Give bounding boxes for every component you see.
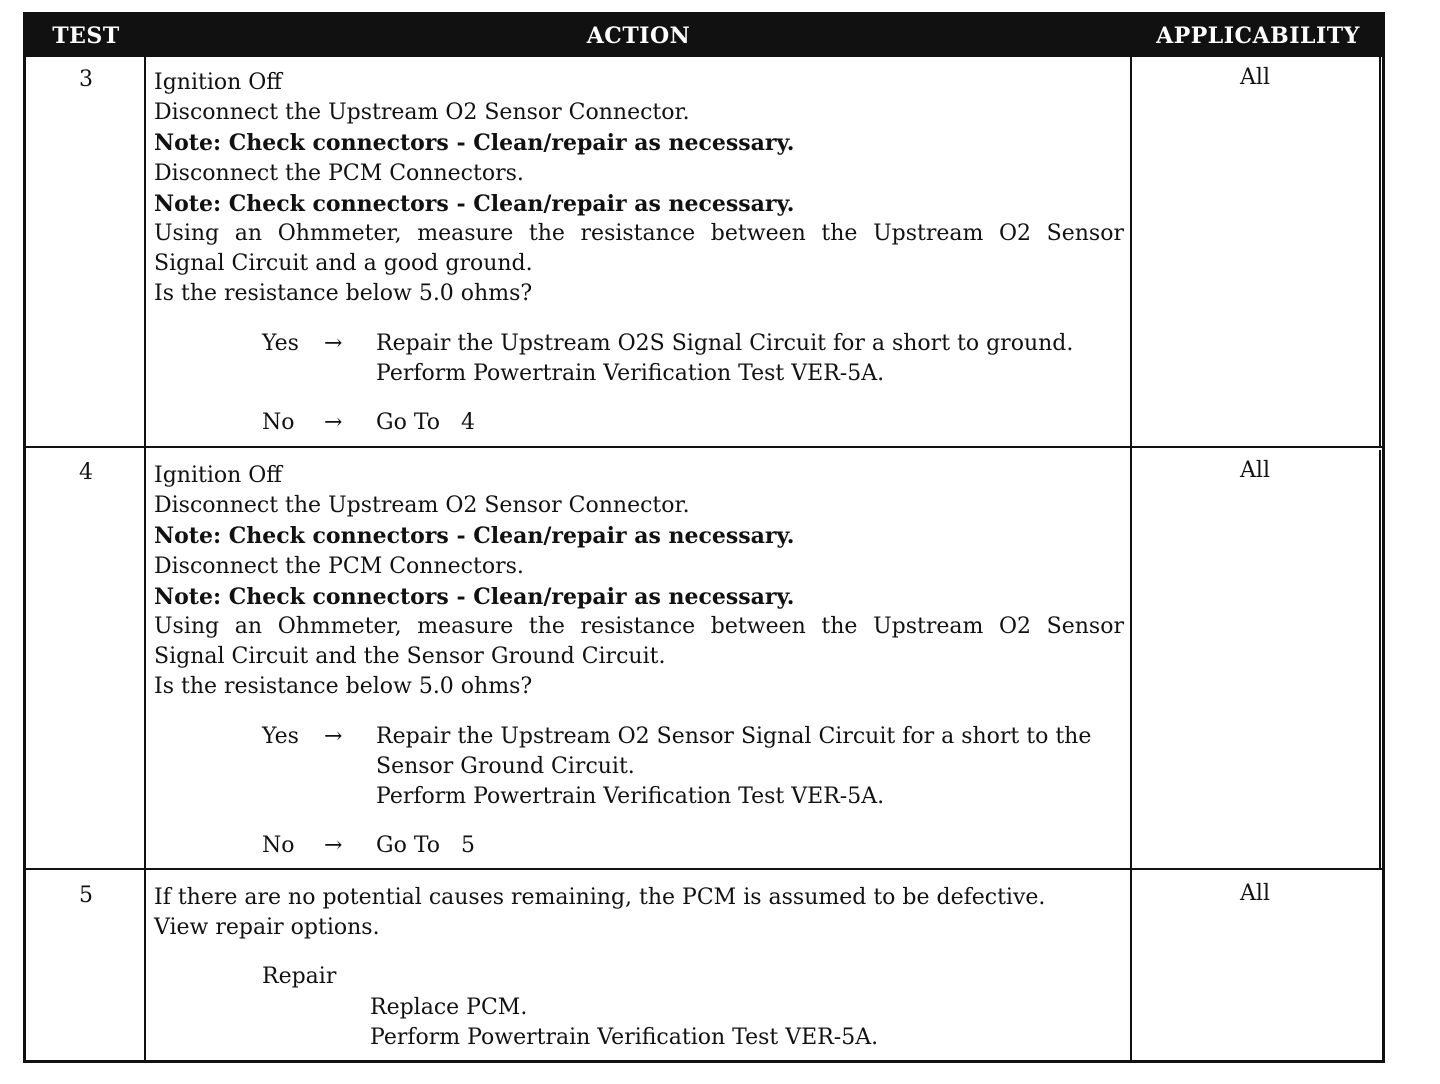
repair-label: Repair [262,964,337,990]
applicability-value: All [1240,881,1270,906]
yes-answer [154,329,1124,359]
step-line: Disconnect the PCM Connectors. [154,553,524,579]
test-number: 5 [79,883,93,908]
header-action: ACTION [586,23,691,49]
step-line: Disconnect the Upstream O2 Sensor Connector. [154,100,690,126]
step-line: Signal Circuit and a good ground. [154,251,533,277]
note-line: Note: Check connectors - Clean/repair as necessary. [154,190,795,217]
yes-label: Yes [262,723,299,749]
test-5-action [154,883,1124,1053]
arrow-icon: → [324,723,343,749]
column-divider [144,57,146,1063]
goto-text: Go To 4 [376,409,475,435]
applicability-value: All [1240,458,1270,483]
repair-line: Perform Powertrain Verification Test VER-5A. [370,1024,879,1050]
step-line: Ignition Off [154,70,282,95]
column-divider [1379,57,1381,448]
column-divider [1130,57,1132,1063]
no-label: No [262,409,295,435]
table-header [26,15,1382,57]
yes-label: Yes [262,330,299,356]
test-number: 4 [79,460,93,485]
no-answer [154,408,1124,438]
goto-text: Go To 5 [376,833,475,859]
header-test: TEST [52,23,120,49]
step-line: Using an Ohmmeter, measure the resistance between the Upstream O2 Sensor [154,220,1124,246]
yes-answer [154,722,1124,752]
no-answer [154,831,1124,861]
test-number: 3 [79,67,93,92]
step-line: Ignition Off [154,463,282,488]
arrow-icon: → [324,409,343,435]
arrow-icon: → [324,833,343,859]
step-line: Disconnect the PCM Connectors. [154,160,524,186]
note-line: Note: Check connectors - Clean/repair as necessary. [154,130,795,157]
step-line: Using an Ohmmeter, measure the resistance between the Upstream O2 Sensor [154,613,1124,639]
yes-text: Sensor Ground Circuit. [376,753,635,779]
yes-text: Perform Powertrain Verification Test VER-5A. [376,783,885,809]
arrow-icon: → [324,330,343,356]
test-4-action [154,461,1124,861]
row-divider [26,868,1382,870]
header-applicability: APPLICABILITY [1156,23,1360,49]
step-line: Signal Circuit and the Sensor Ground Circuit. [154,644,666,670]
column-divider [1379,450,1381,870]
row-divider [26,446,1382,448]
question-line: Is the resistance below 5.0 ohms? [154,674,533,700]
diagnostic-test-table [23,12,1385,1063]
yes-text: Perform Powertrain Verification Test VER-5A. [376,360,885,386]
applicability-value: All [1240,65,1270,90]
yes-text: Repair the Upstream O2 Sensor Signal Circuit for a short to the [376,723,1092,749]
step-line: If there are no potential causes remaining, the PCM is assumed to be defective. [154,885,1046,910]
step-line: Disconnect the Upstream O2 Sensor Connector. [154,493,690,519]
yes-text: Repair the Upstream O2S Signal Circuit for a short to ground. [376,330,1074,356]
question-line: Is the resistance below 5.0 ohms? [154,281,533,307]
step-line: View repair options. [154,915,380,941]
repair-line: Replace PCM. [370,994,528,1020]
note-line: Note: Check connectors - Clean/repair as necessary. [154,583,795,610]
no-label: No [262,833,295,859]
note-line: Note: Check connectors - Clean/repair as necessary. [154,523,795,550]
test-3-action [154,68,1124,438]
